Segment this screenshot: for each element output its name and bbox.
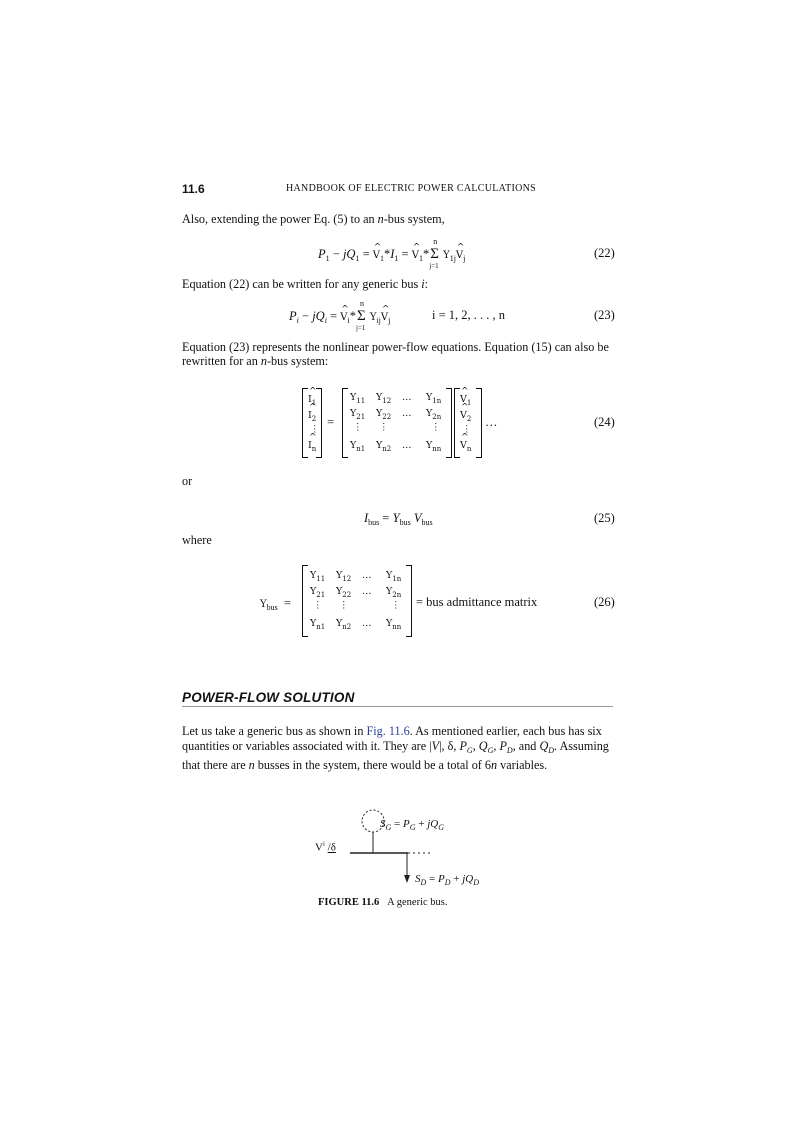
running-title: HANDBOOK OF ELECTRIC POWER CALCULATIONS — [286, 183, 537, 194]
figure-caption-text: A generic bus. — [387, 897, 448, 908]
section-rule — [182, 706, 613, 707]
equation-26-label: = bus admittance matrix — [416, 595, 538, 609]
section-line-2: quantities or variables associated with it. They are |V|, δ, $P_G$, $Q_G$, $P_D$, and $Q_D$. Assuming — [182, 739, 609, 755]
section-title: POWER-FLOW SOLUTION — [182, 690, 355, 705]
equation-number-26: (26) — [594, 595, 615, 609]
where-label: where — [182, 533, 212, 547]
load-power-label: $S_D = P_D + jQ_D$ — [415, 873, 480, 887]
figure-caption-label: FIGURE 11.6 — [318, 897, 380, 908]
ellipsis-24: … — [485, 415, 498, 429]
or-label: or — [182, 474, 193, 488]
equals-sign-24: = — [327, 415, 335, 429]
paragraph-nonlinear-line1: Equation (23) represents the nonlinear power-flow equations. Equation (15) can also be — [182, 340, 609, 354]
paragraph-nonlinear-line2: rewritten for an n-bus system: — [182, 354, 329, 368]
ybus-symbol: $Y_{bus}$ = — [260, 596, 292, 612]
section-line-3: that there are n busses in the system, there would be a total of 6n variables. — [182, 758, 548, 772]
equation-23-range: i = 1, 2, . . . , n — [432, 308, 506, 322]
load-arrow-icon — [404, 875, 410, 883]
paragraph-generic-bus: Equation (22) can be written for any generic bus i: — [182, 277, 429, 291]
equation-22: $P_1 - jQ_1$ = ^ $V_1*I_1$ = ^ $V_1*\Sigma$ n j=1 $Y_{1j}\^{}$ $V_j$ — [318, 246, 465, 263]
equation-25: $I_{bus} = Y_{bus}$ $V_{bus}$ — [364, 511, 433, 527]
section-line-1: Let us take a generic bus as shown in Fig. 11.6. As mentioned earlier, each bus has six — [182, 724, 602, 738]
voltage-vector: ^ $V_1$ ^ $V_2$ ⋮ ^ $V_n$ — [454, 388, 482, 458]
equation-number-22: (22) — [594, 246, 615, 260]
page-number: 11.6 — [182, 182, 205, 196]
equation-number-25: (25) — [594, 511, 615, 525]
section-paragraph — [182, 724, 614, 773]
equation-23: $P_i - jQ_i$ = ^ $V_i*\Sigma$ n j=1 $Y_{ij}\^{}$ $V_j$ — [289, 308, 390, 325]
intro-paragraph: Also, extending the power Eq. (5) to an n-bus system, — [182, 212, 445, 226]
figure-caption — [318, 897, 448, 908]
equation-number-23: (23) — [594, 308, 615, 322]
generator-power-label: $S_G = P_G + jQ_G$ — [380, 818, 445, 832]
admittance-matrix-26: $Y_{11}$ $Y_{12}$ … $Y_{1n}$ $Y_{21}$ $Y_{22}$ … $Y_{2n}$ ⋮ ⋮ ⋮ $Y_{n1}$ $Y_{n2}$ … $Y_{nn}$ — [302, 565, 412, 637]
current-vector: ^ $I_1$ ^ $I_2$ ⋮ ^ $I_n$ — [302, 388, 322, 458]
figure-link[interactable]: Fig. 11.6 — [366, 724, 410, 738]
bus-voltage-label: $V^i$ /δ — [315, 840, 336, 854]
equation-number-24: (24) — [594, 415, 615, 429]
admittance-matrix-24: $Y_{11}$ $Y_{12}$ … $Y_{1n}$ $Y_{21}$ $Y_{22}$ … $Y_{2n}$ ⋮ ⋮ ⋮ $Y_{n1}$ $Y_{n2}$ … $Y_{nn}$ — [342, 388, 452, 458]
